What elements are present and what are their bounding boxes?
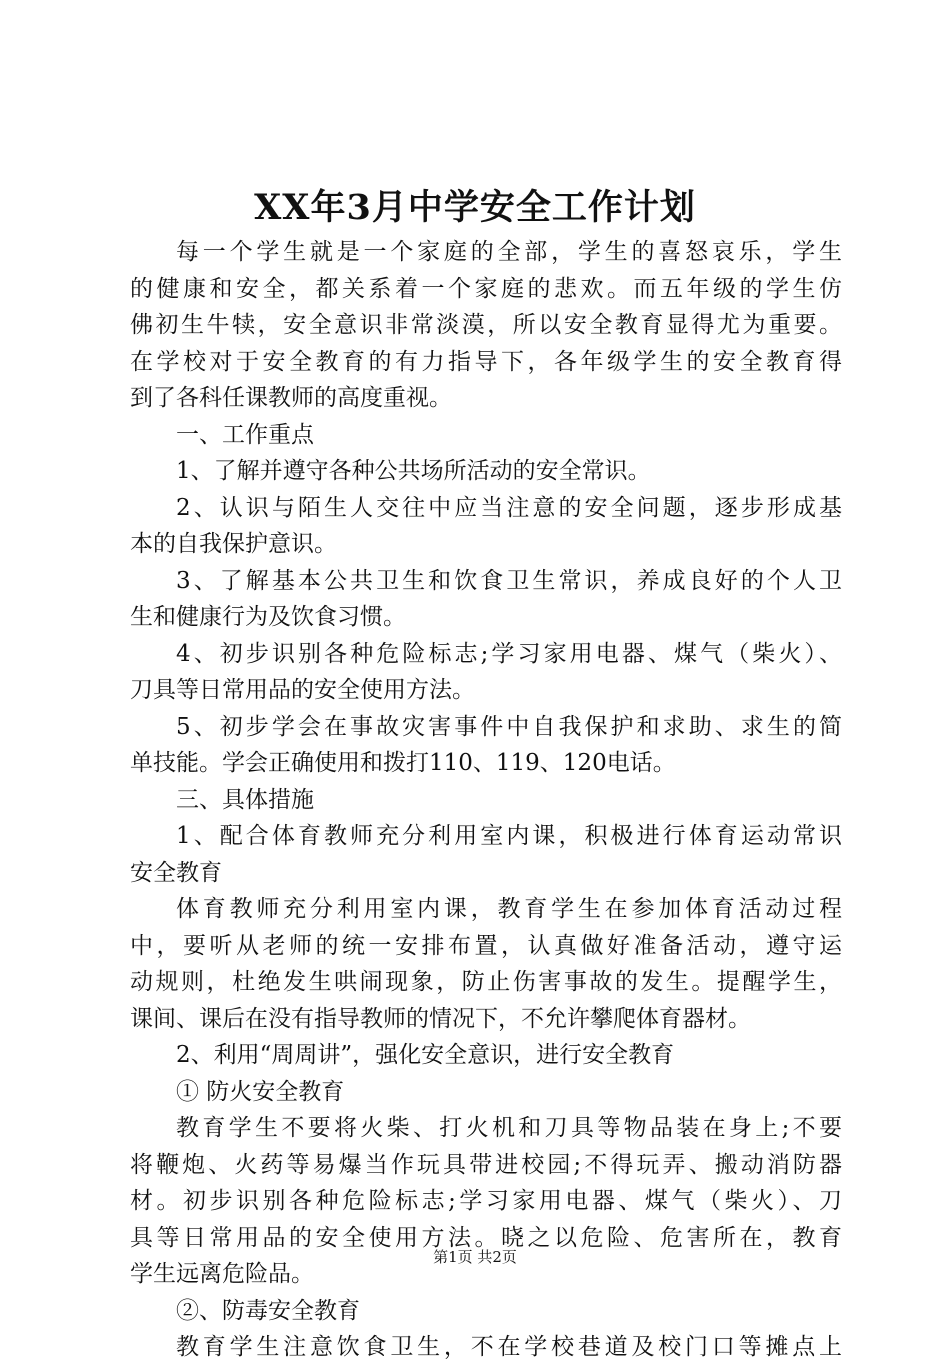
text-line: 5、初步学会在事故灾害事件中自我保护和求助、求生的简 [176, 713, 842, 740]
text-line: 2、认识与陌生人交往中应当注意的安全问题，逐步形成基 [176, 494, 842, 521]
text-line: 到了各科任课教师的高度重视。 [130, 385, 452, 411]
text-line: 佛初生牛犊，安全意识非常淡漠，所以安全教育显得尤为重要。 [130, 312, 842, 338]
text-line: 动规则，杜绝发生哄闹现象，防止伤害事故的发生。提醒学生， [130, 969, 842, 995]
text-line: 具等日常用品的安全使用方法。晓之以危险、危害所在，教育 [130, 1224, 842, 1251]
text-line: 1、配合体育教师充分利用室内课，积极进行体育运动常识 [176, 823, 842, 849]
text-line: 1、了解并遵守各种公共场所活动的安全常识。 [176, 458, 651, 484]
text-line: 一、工作重点 [176, 421, 314, 448]
page-footer: 第1页 共2页 [433, 1248, 517, 1266]
text-line: 课间、课后在没有指导教师的情况下，不允许攀爬体育器材。 [130, 1005, 751, 1032]
text-line: 3、了解基本公共卫生和饮食卫生常识，养成良好的个人卫 [176, 567, 842, 594]
text-line: 体育教师充分利用室内课，教育学生在参加体育活动过程 [176, 896, 842, 922]
text-line: 本的自我保护意识。 [130, 531, 337, 557]
text-line: 三、具体措施 [176, 786, 314, 813]
text-line: 4、初步识别各种危险标志;学习家用电器、煤气（柴火）、 [176, 640, 842, 667]
text-line: 学生远离危险品。 [130, 1261, 314, 1287]
text-line: ②、防毒安全教育 [176, 1297, 360, 1324]
text-line: 教育学生注意饮食卫生，不在学校巷道及校门口等摊点上 [176, 1334, 842, 1360]
text-line: 教育学生不要将火柴、打火机和刀具等物品装在身上;不要 [176, 1115, 842, 1141]
text-line: 在学校对于安全教育的有力指导下，各年级学生的安全教育得 [130, 348, 842, 375]
text-line: 将鞭炮、火药等易爆当作玩具带进校园;不得玩弄、搬动消防器 [130, 1151, 842, 1178]
text-line: 中，要听从老师的统一安排布置，认真做好准备活动，遵守运 [130, 932, 842, 959]
text-line: 每一个学生就是一个家庭的全部，学生的喜怒哀乐，学生 [176, 239, 842, 265]
text-line: 的健康和安全，都关系着一个家庭的悲欢。而五年级的学生仿 [130, 275, 842, 302]
text-line: 生和健康行为及饮食习惯。 [130, 604, 406, 630]
document-title: XX年3月中学安全工作计划 [254, 187, 696, 228]
text-line: 安全教育 [130, 859, 222, 886]
text-line: 2、利用“周周讲”，强化安全意识，进行安全教育 [176, 1042, 675, 1068]
text-line: 材。初步识别各种危险标志;学习家用电器、煤气（柴火）、刀 [130, 1188, 842, 1214]
text-line: ① 防火安全教育 [176, 1078, 345, 1105]
document-body [130, 234, 842, 1366]
text-line: 单技能。学会正确使用和拨打110、119、120电话。 [130, 750, 676, 776]
text-line: 刀具等日常用品的安全使用方法。 [130, 677, 475, 703]
